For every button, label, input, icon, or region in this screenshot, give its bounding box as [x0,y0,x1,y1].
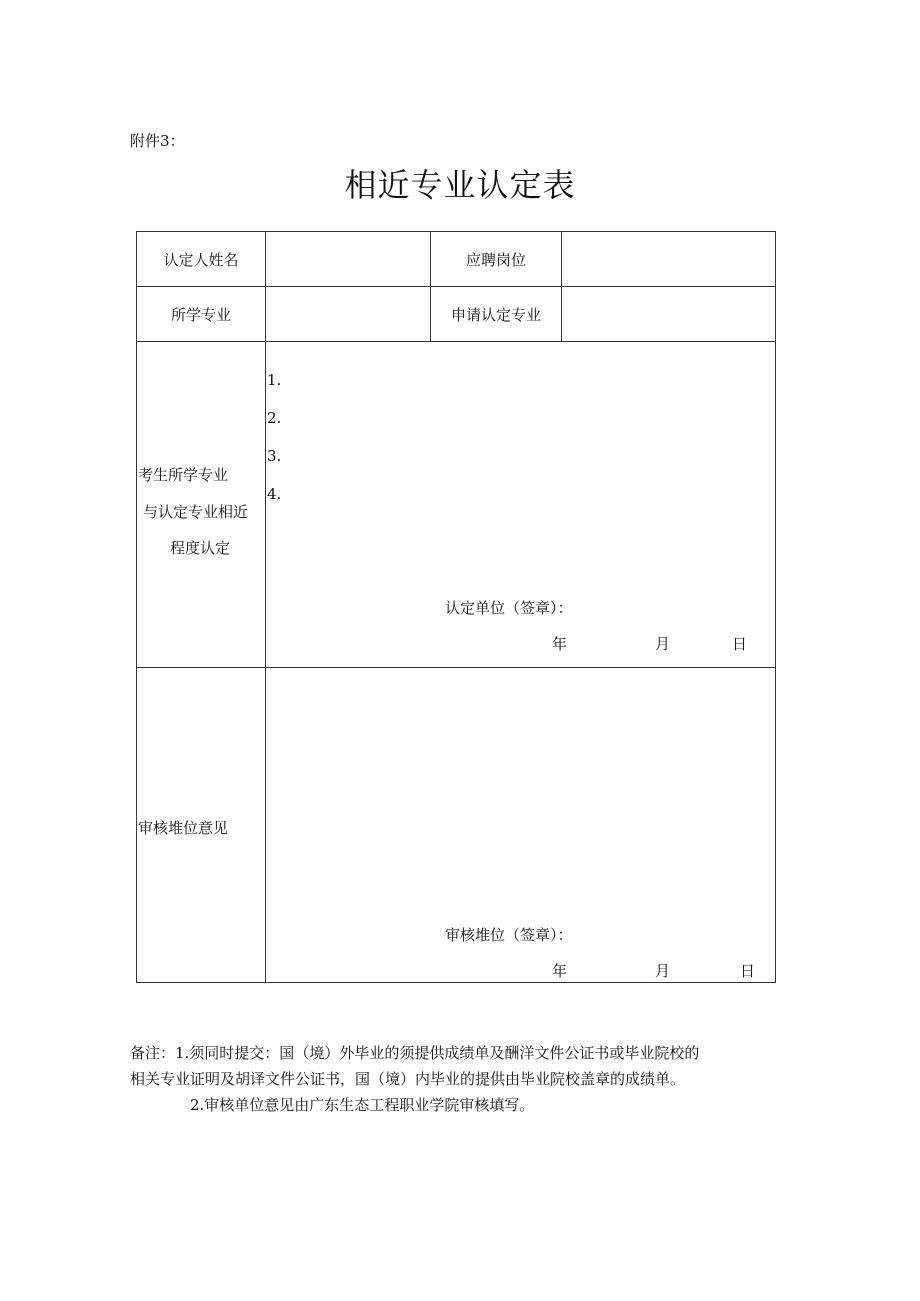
review-opinion-label: 审核堆位意见 [138,819,229,837]
remarks-section [130,1040,790,1118]
certify-date-year: 年 [552,635,568,653]
table-border-left [136,231,137,983]
table-border-right [775,231,776,983]
review-date-day: 日 [740,962,756,980]
table-row-divider [136,341,776,342]
similarity-label-line-3: 程度认定 [170,539,231,557]
certify-unit-signature-label: 认定单位（签章）： [445,599,573,617]
certification-form-table [136,231,776,983]
table-border-bottom [136,982,776,983]
review-date-year: 年 [552,962,568,980]
certify-date-month: 月 [655,635,671,653]
table-row-divider [136,286,776,287]
remark-line-2: 相关专业证明及胡译文件公证书，国（境）内毕业的提供由毕业院校盖章的成绩单。 [130,1070,686,1088]
table-column-divider [430,231,431,341]
name-field[interactable] [270,249,425,269]
apply-major-field[interactable] [566,304,771,324]
review-unit-signature-label: 审核堆位（签章）： [445,926,573,944]
studied-major-field[interactable] [270,304,425,324]
similarity-item: 2. [267,409,282,427]
studied-major-label: 所学专业 [170,306,232,324]
form-title: 相近专业认定表 [344,166,576,204]
certify-date-day: 日 [732,635,748,653]
similarity-label-line-2: 与认定专业相近 [143,503,249,521]
applied-position-label: 应聘岗位 [465,251,527,269]
similarity-item: 1. [267,371,282,389]
remark-line-3: 2.审核单位意见由广东生态工程职业学院审核填写。 [190,1096,535,1114]
apply-major-label: 申请认定专业 [450,306,542,324]
remark-line-1: 备注：1.须同时提交：国（境）外毕业的须提供成绩单及酬洋文件公证书或毕业院校的 [130,1044,700,1062]
applied-position-field[interactable] [566,249,771,269]
review-date-month: 月 [655,962,671,980]
similarity-item: 4. [267,485,282,503]
similarity-item: 3. [267,447,282,465]
name-label: 认定人姓名 [163,251,239,269]
table-border-top [136,231,776,232]
similarity-label-line-1: 考生所学专业 [138,466,229,484]
attachment-label: 附件3： [130,132,185,150]
table-column-divider [561,231,562,341]
table-row-divider [136,667,776,668]
table-column-divider [265,231,266,983]
